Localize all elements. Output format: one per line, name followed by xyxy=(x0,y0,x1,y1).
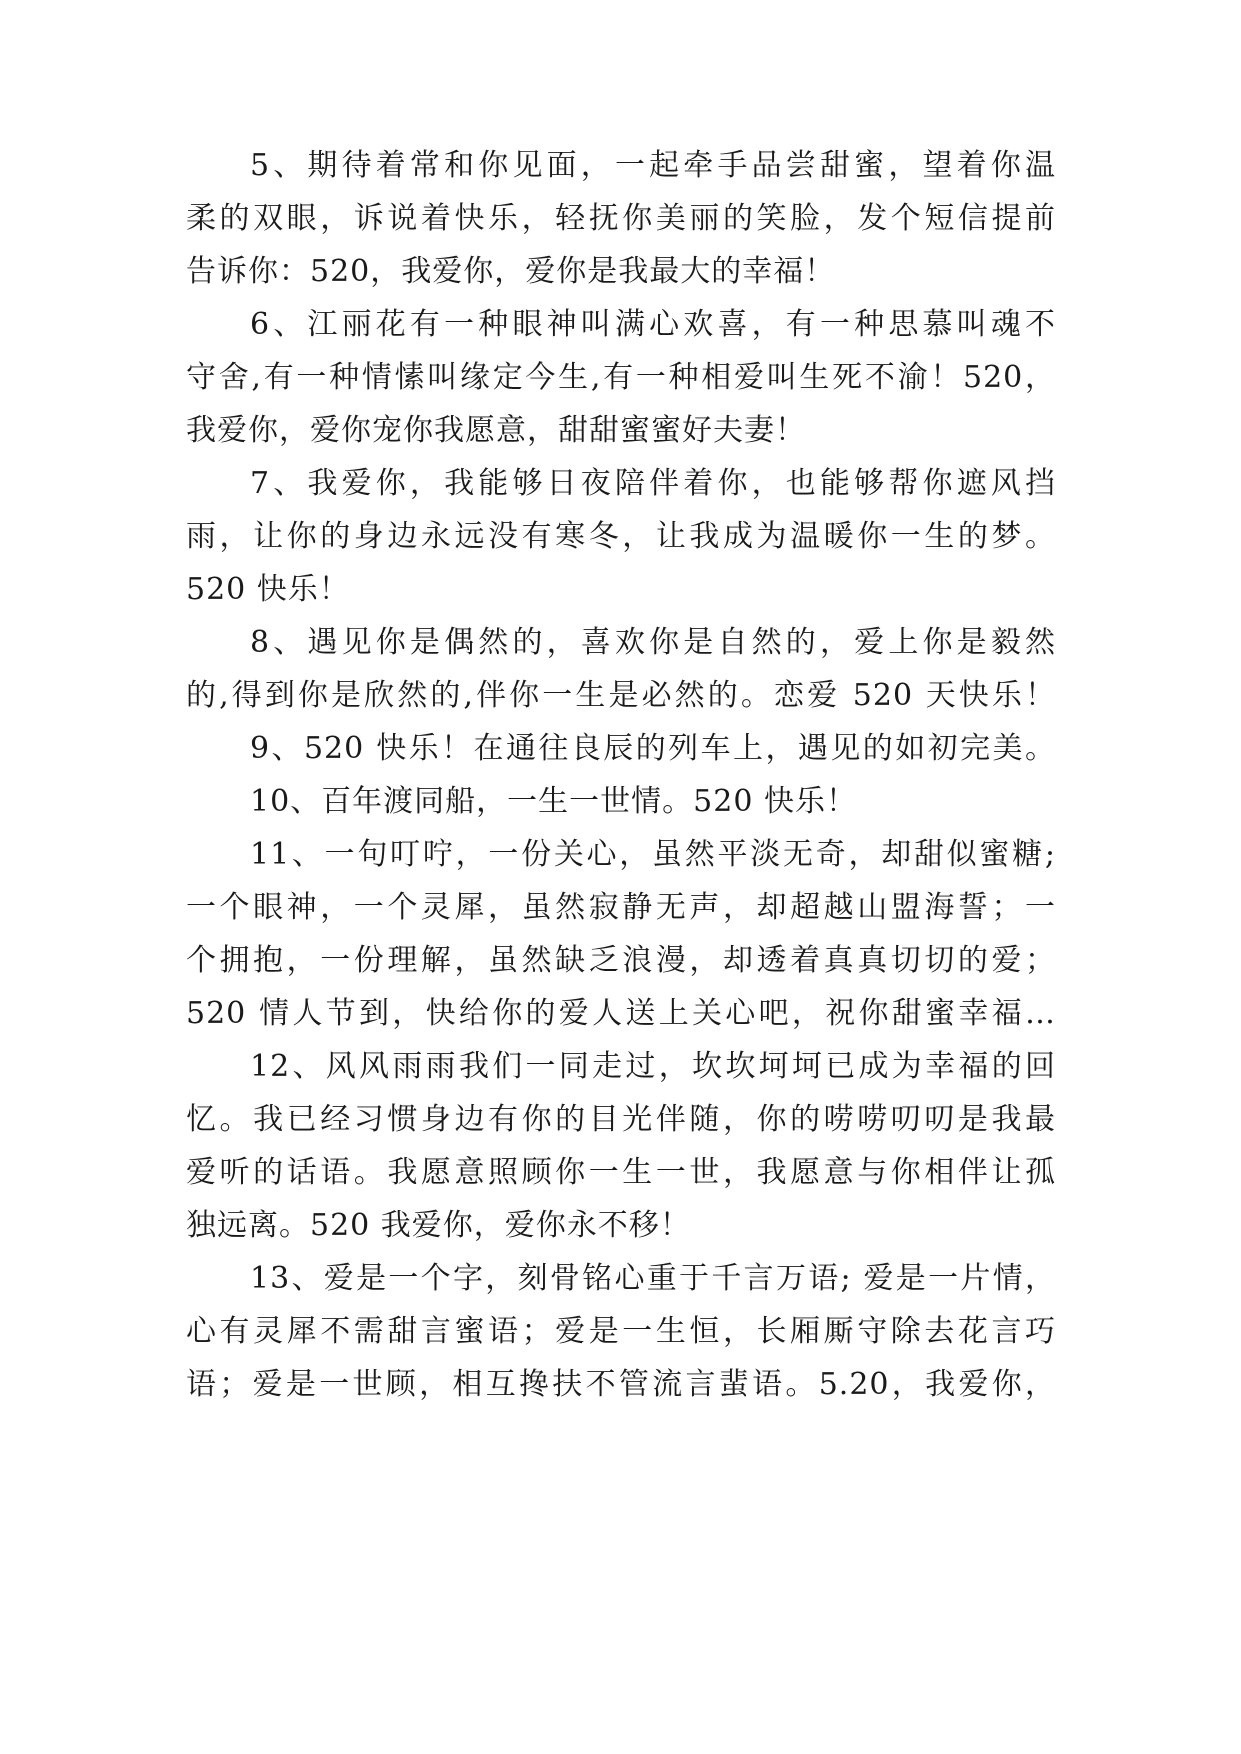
text-line: 的,得到你是欣然的,伴你一生是必然的。恋爱 520 天快乐！ xyxy=(186,678,1056,713)
text-line: 10、百年渡同船，一生一世情。520 快乐！ xyxy=(250,784,857,819)
text-line: 9、520 快乐！在通往良辰的列车上，遇见的如初完美。 xyxy=(250,731,1056,766)
text-line: 12、风风雨雨我们一同走过，坎坎坷坷已成为幸福的回 xyxy=(250,1049,1056,1084)
text-line: 忆。我已经习惯身边有你的目光伴随，你的唠唠叨叨是我最 xyxy=(186,1102,1056,1137)
text-line: 13、爱是一个字，刻骨铭心重于千言万语; 爱是一片情， xyxy=(250,1261,1056,1296)
text-line: 爱听的话语。我愿意照顾你一生一世，我愿意与你相伴让孤 xyxy=(186,1155,1056,1190)
text-line: 8、遇见你是偶然的，喜欢你是自然的，爱上你是毅然 xyxy=(250,625,1056,660)
text-line: 11、一句叮咛，一份关心，虽然平淡无奇，却甜似蜜糖; xyxy=(250,837,1056,872)
text-line: 语；爱是一世顾，相互搀扶不管流言蜚语。5.20，我爱你， xyxy=(186,1367,1056,1402)
text-line: 个拥抱，一份理解，虽然缺乏浪漫，却透着真真切切的爱； xyxy=(186,943,1056,978)
text-line: 告诉你：520，我爱你，爱你是我最大的幸福！ xyxy=(186,254,836,289)
text-line: 6、江丽花有一种眼神叫满心欢喜，有一种思慕叫魂不 xyxy=(250,307,1056,342)
text-line: 心有灵犀不需甜言蜜语；爱是一生恒，长厢厮守除去花言巧 xyxy=(186,1314,1056,1349)
text-line: 我爱你，爱你宠你我愿意，甜甜蜜蜜好夫妻！ xyxy=(186,413,806,448)
text-line: 独远离。520 我爱你，爱你永不移！ xyxy=(186,1208,691,1243)
text-line: 5、期待着常和你见面，一起牵手品尝甜蜜，望着你温 xyxy=(250,148,1056,183)
text-line: 7、我爱你，我能够日夜陪伴着你，也能够帮你遮风挡 xyxy=(250,466,1056,501)
text-line: 守舍,有一种情愫叫缘定今生,有一种相爱叫生死不渝！520， xyxy=(186,360,1056,395)
text-line: 520 快乐！ xyxy=(186,572,350,607)
text-line: 520 情人节到，快给你的爱人送上关心吧，祝你甜蜜幸福… xyxy=(186,996,1056,1031)
text-line: 雨，让你的身边永远没有寒冬，让我成为温暖你一生的梦。 xyxy=(186,519,1056,554)
text-line: 一个眼神，一个灵犀，虽然寂静无声，却超越山盟海誓；一 xyxy=(186,890,1056,925)
text-line: 柔的双眼，诉说着快乐，轻抚你美丽的笑脸，发个短信提前 xyxy=(186,201,1056,236)
